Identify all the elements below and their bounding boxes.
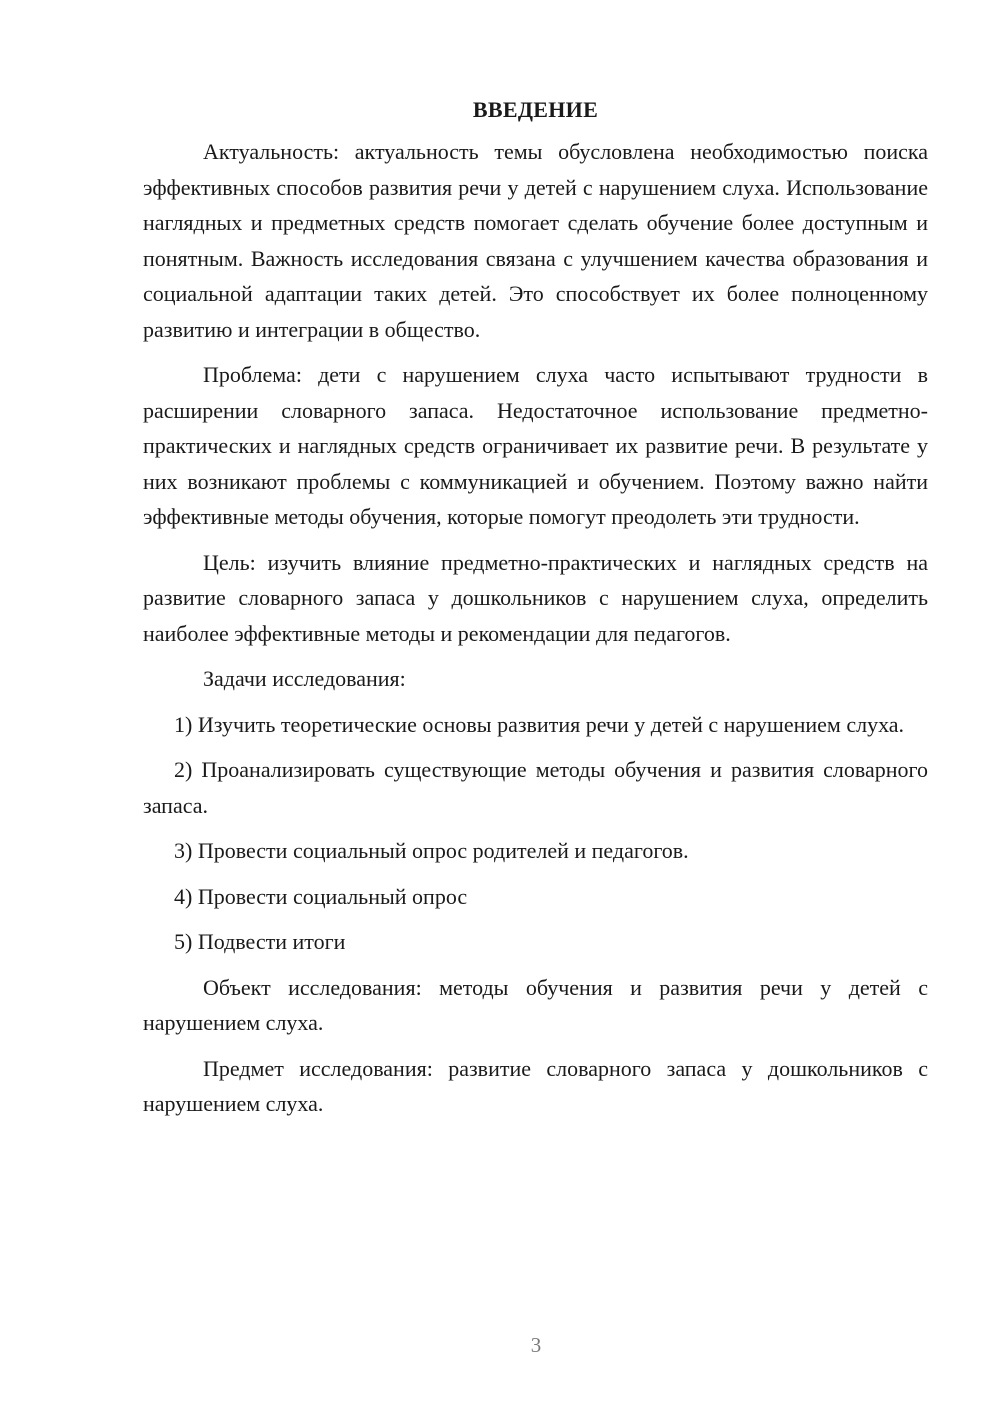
tasks-heading: Задачи исследования: xyxy=(203,666,406,691)
page-content xyxy=(143,94,928,1132)
task-item-1: 1) Изучить теоретические основы развития речи у детей с нарушением слуха. xyxy=(174,711,905,737)
paragraph-subject: Предмет исследования: развитие словарного запаса у дошкольников с нарушением слуха. xyxy=(143,1055,928,1116)
task-item-5: 5) Подвести итоги xyxy=(174,929,346,954)
task-item-4: 4) Провести социальный опрос xyxy=(174,883,468,909)
paragraph-problem: Проблема: дети с нарушением слуха часто испытывают трудности в расширении словарного запаса. Недостаточное использование предметно-практических и наглядных средств ограничивает их развитие речи. В результате у них возникают проблемы с коммуникацией и обучением. Поэтому важно найти эффективные методы обучения, которые помогут преодолеть эти трудности. xyxy=(143,362,928,529)
task-item-3: 3) Провести социальный опрос родителей и педагогов. xyxy=(174,838,689,863)
page-number: 3 xyxy=(530,1333,542,1357)
section-title: ВВЕДЕНИЕ xyxy=(472,97,599,122)
paragraph-object: Объект исследования: методы обучения и развития речи у детей с нарушением слуха. xyxy=(143,974,928,1035)
paragraph-relevance: Актуальность: актуальность темы обусловлена необходимостью поиска эффективных способов развития речи у детей с нарушением слуха. Использование наглядных и предметных средств помогает сделать обучение более доступным и понятным. Важность исследования связана с улучшением качества образования и социальной адаптации таких детей. Это способствует их более полноценному развитию и интеграции в общество. xyxy=(143,139,928,342)
paragraph-goal: Цель: изучить влияние предметно-практических и наглядных средств на развитие словарного запаса у дошкольников с нарушением слуха, определить наиболее эффективные методы и рекомендации для педагогов. xyxy=(143,549,928,646)
task-item-2: 2) Проанализировать существующие методы обучения и развития словарного запаса. xyxy=(143,757,928,818)
